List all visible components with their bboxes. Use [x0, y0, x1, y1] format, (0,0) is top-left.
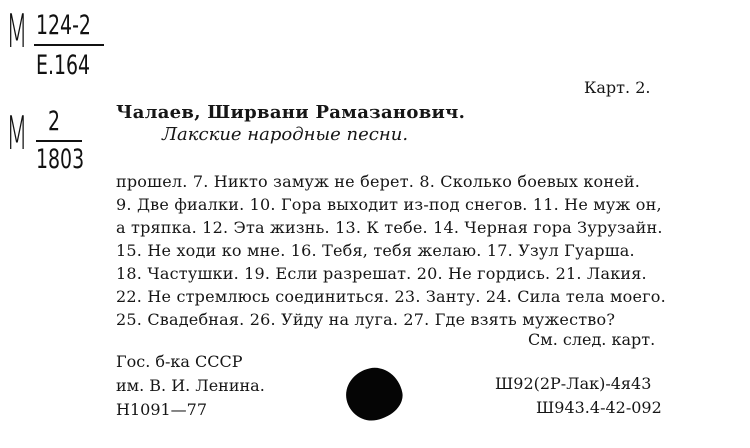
- shelf-mark-2-top: 2: [48, 106, 61, 137]
- contents-line: 25. Свадебная. 26. Уйду на луга. 27. Где взять мужество?: [116, 310, 616, 329]
- shelf-mark-2-letter: M: [6, 106, 28, 160]
- contents-line: прошел. 7. Никто замуж не берет. 8. Сколько боевых коней.: [116, 172, 641, 191]
- shelf-mark-2-rule: [36, 140, 82, 142]
- library-line-3: Н1091—77: [116, 400, 208, 419]
- shelf-mark-1-rule: [34, 44, 104, 46]
- shelf-mark-2-bottom: 1803: [36, 144, 85, 175]
- shelf-mark-1-letter: M: [6, 4, 28, 58]
- contents-line: 18. Частушки. 19. Если разрешат. 20. Не гордись. 21. Лакия.: [116, 264, 647, 283]
- ink-blot: [341, 363, 407, 426]
- classification-index-1: Ш92(2Р-Лак)-4я43: [495, 374, 652, 393]
- contents-line: 22. Не стремлюсь соединиться. 23. Занту. 24. Сила тела моего.: [116, 287, 666, 306]
- author-heading: Чалаев, Ширвани Рамазанович.: [116, 102, 466, 123]
- card-number: Карт. 2.: [584, 78, 651, 97]
- contents-line: 15. Не ходи ко мне. 16. Тебя, тебя желаю. 17. Узул Гуарша.: [116, 241, 635, 260]
- library-line-1: Гос. б-ка СССР: [116, 352, 243, 371]
- contents-line: 9. Две фиалки. 10. Гора выходит из-под снегов. 11. Не муж он,: [116, 195, 662, 214]
- classification-index-2: Ш943.4-42-092: [536, 398, 662, 417]
- shelf-mark-1-top: 124-2: [36, 10, 91, 41]
- shelf-mark-1-bottom: Е.164: [36, 50, 91, 81]
- work-title: Лакские народные песни.: [162, 124, 409, 145]
- contents-line: а тряпка. 12. Эта жизнь. 13. К тебе. 14. Черная гора Зурузайн.: [116, 218, 663, 237]
- see-next-card: См. след. карт.: [528, 330, 656, 349]
- library-line-2: им. В. И. Ленина.: [116, 376, 265, 395]
